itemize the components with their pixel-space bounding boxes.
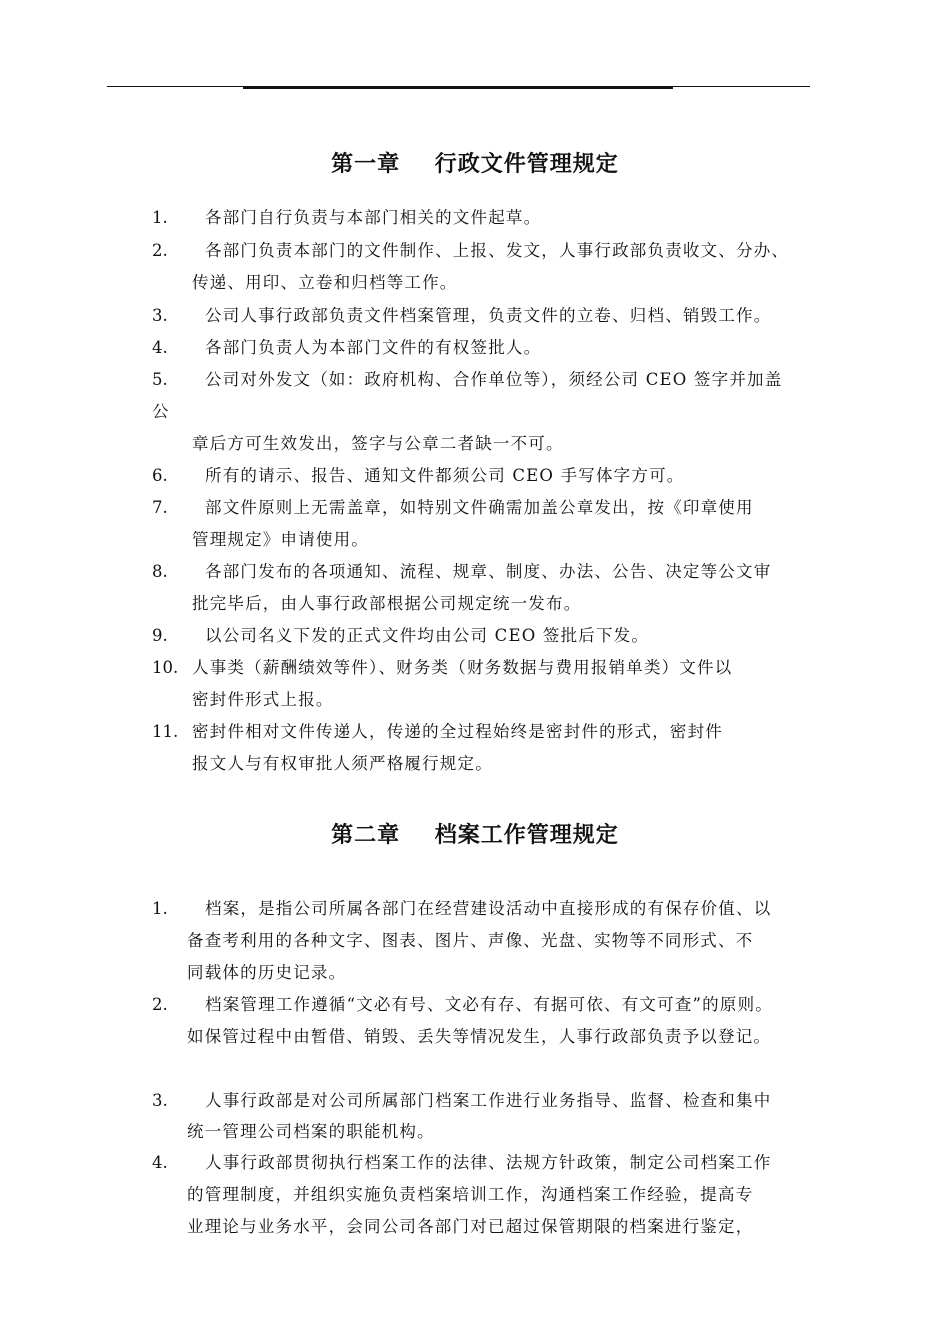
item-number: 4. bbox=[152, 1153, 168, 1172]
item-text: 人事行政部是对公司所属部门档案工作进行业务指导、监督、检查和集中 bbox=[205, 1091, 772, 1110]
header-rule-bold bbox=[243, 86, 673, 89]
item-text: 各部门发布的各项通知、流程、规章、制度、办法、公告、决定等公文审 bbox=[205, 562, 772, 581]
item-text: 各部门负责本部门的文件制作、上报、发文，人事行政部负责收文、分办、 bbox=[205, 241, 790, 260]
item-text: 密封件相对文件传递人，传递的全过程始终是密封件的形式，密封件 bbox=[192, 722, 723, 741]
item-text: 档案，是指公司所属各部门在经营建设活动中直接形成的有保存价值、以 bbox=[205, 899, 772, 918]
item-text: 批完毕后，由人事行政部根据公司规定统一发布。 bbox=[192, 594, 582, 613]
item-text: 人事行政部贯彻执行档案工作的法律、法规方针政策，制定公司档案工作 bbox=[205, 1153, 772, 1172]
item-text: 密封件形式上报。 bbox=[192, 690, 334, 709]
item-text: 档案管理工作遵循“文必有号、文必有存、有据可依、有文可查”的原则。 bbox=[205, 995, 773, 1014]
item-number: 7. bbox=[152, 498, 168, 517]
item-text: 报文人与有权审批人须严格履行规定。 bbox=[192, 754, 493, 773]
item-number: 1. bbox=[152, 899, 168, 918]
item-text: 各部门自行负责与本部门相关的文件起草。 bbox=[205, 208, 542, 227]
item-number: 3. bbox=[152, 1091, 168, 1110]
item-text: 如保管过程中由暂借、销毁、丢失等情况发生，人事行政部负责予以登记。 bbox=[187, 1027, 772, 1046]
item-text: 以公司名义下发的正式文件均由公司 CEO 签批后下发。 bbox=[205, 626, 650, 645]
item-number: 5. bbox=[152, 370, 168, 389]
item-text: 统一管理公司档案的职能机构。 bbox=[187, 1122, 435, 1141]
item-text: 人事类（薪酬绩效等件）、财务类（财务数据与费用报销单类）文件以 bbox=[192, 658, 733, 677]
item-text: 公司对外发文（如：政府机构、合作单位等），须经公司 CEO 签字并加盖 bbox=[205, 370, 783, 389]
item-text: 传递、用印、立卷和归档等工作。 bbox=[192, 273, 458, 292]
item-text: 管理规定》申请使用。 bbox=[192, 530, 369, 549]
item-text: 同载体的历史记录。 bbox=[187, 963, 347, 982]
item-text: 备查考利用的各种文字、图表、图片、声像、光盘、实物等不同形式、不 bbox=[187, 931, 754, 950]
item-number: 8. bbox=[152, 562, 168, 581]
item-number: 6. bbox=[152, 466, 168, 485]
chapter-1-title: 第一章 行政文件管理规定 bbox=[331, 152, 619, 177]
chapter-2-title: 第二章 档案工作管理规定 bbox=[331, 823, 619, 848]
item-number: 11. bbox=[152, 722, 179, 741]
item-text: 公司人事行政部负责文件档案管理，负责文件的立卷、归档、销毁工作。 bbox=[205, 306, 772, 325]
item-text: 所有的请示、报告、通知文件都须公司 CEO 手写体字方可。 bbox=[205, 466, 685, 485]
item-text: 章后方可生效发出，签字与公章二者缺一不可。 bbox=[192, 434, 564, 453]
item-number: 2. bbox=[152, 995, 168, 1014]
item-number: 9. bbox=[152, 626, 168, 645]
item-number: 3. bbox=[152, 306, 168, 325]
item-number: 2. bbox=[152, 241, 168, 260]
item-number: 4. bbox=[152, 338, 168, 357]
item-number: 10. bbox=[152, 658, 179, 677]
item-text: 业理论与业务水平，会同公司各部门对已超过保管期限的档案进行鉴定， bbox=[187, 1217, 754, 1236]
item-text: 的管理制度，并组织实施负责档案培训工作，沟通档案工作经验，提高专 bbox=[187, 1185, 754, 1204]
item-text: 公 bbox=[152, 402, 170, 421]
item-number: 1. bbox=[152, 208, 168, 227]
item-text: 各部门负责人为本部门文件的有权签批人。 bbox=[205, 338, 542, 357]
item-text: 部文件原则上无需盖章，如特别文件确需加盖公章发出，按《印章使用 bbox=[205, 498, 754, 517]
